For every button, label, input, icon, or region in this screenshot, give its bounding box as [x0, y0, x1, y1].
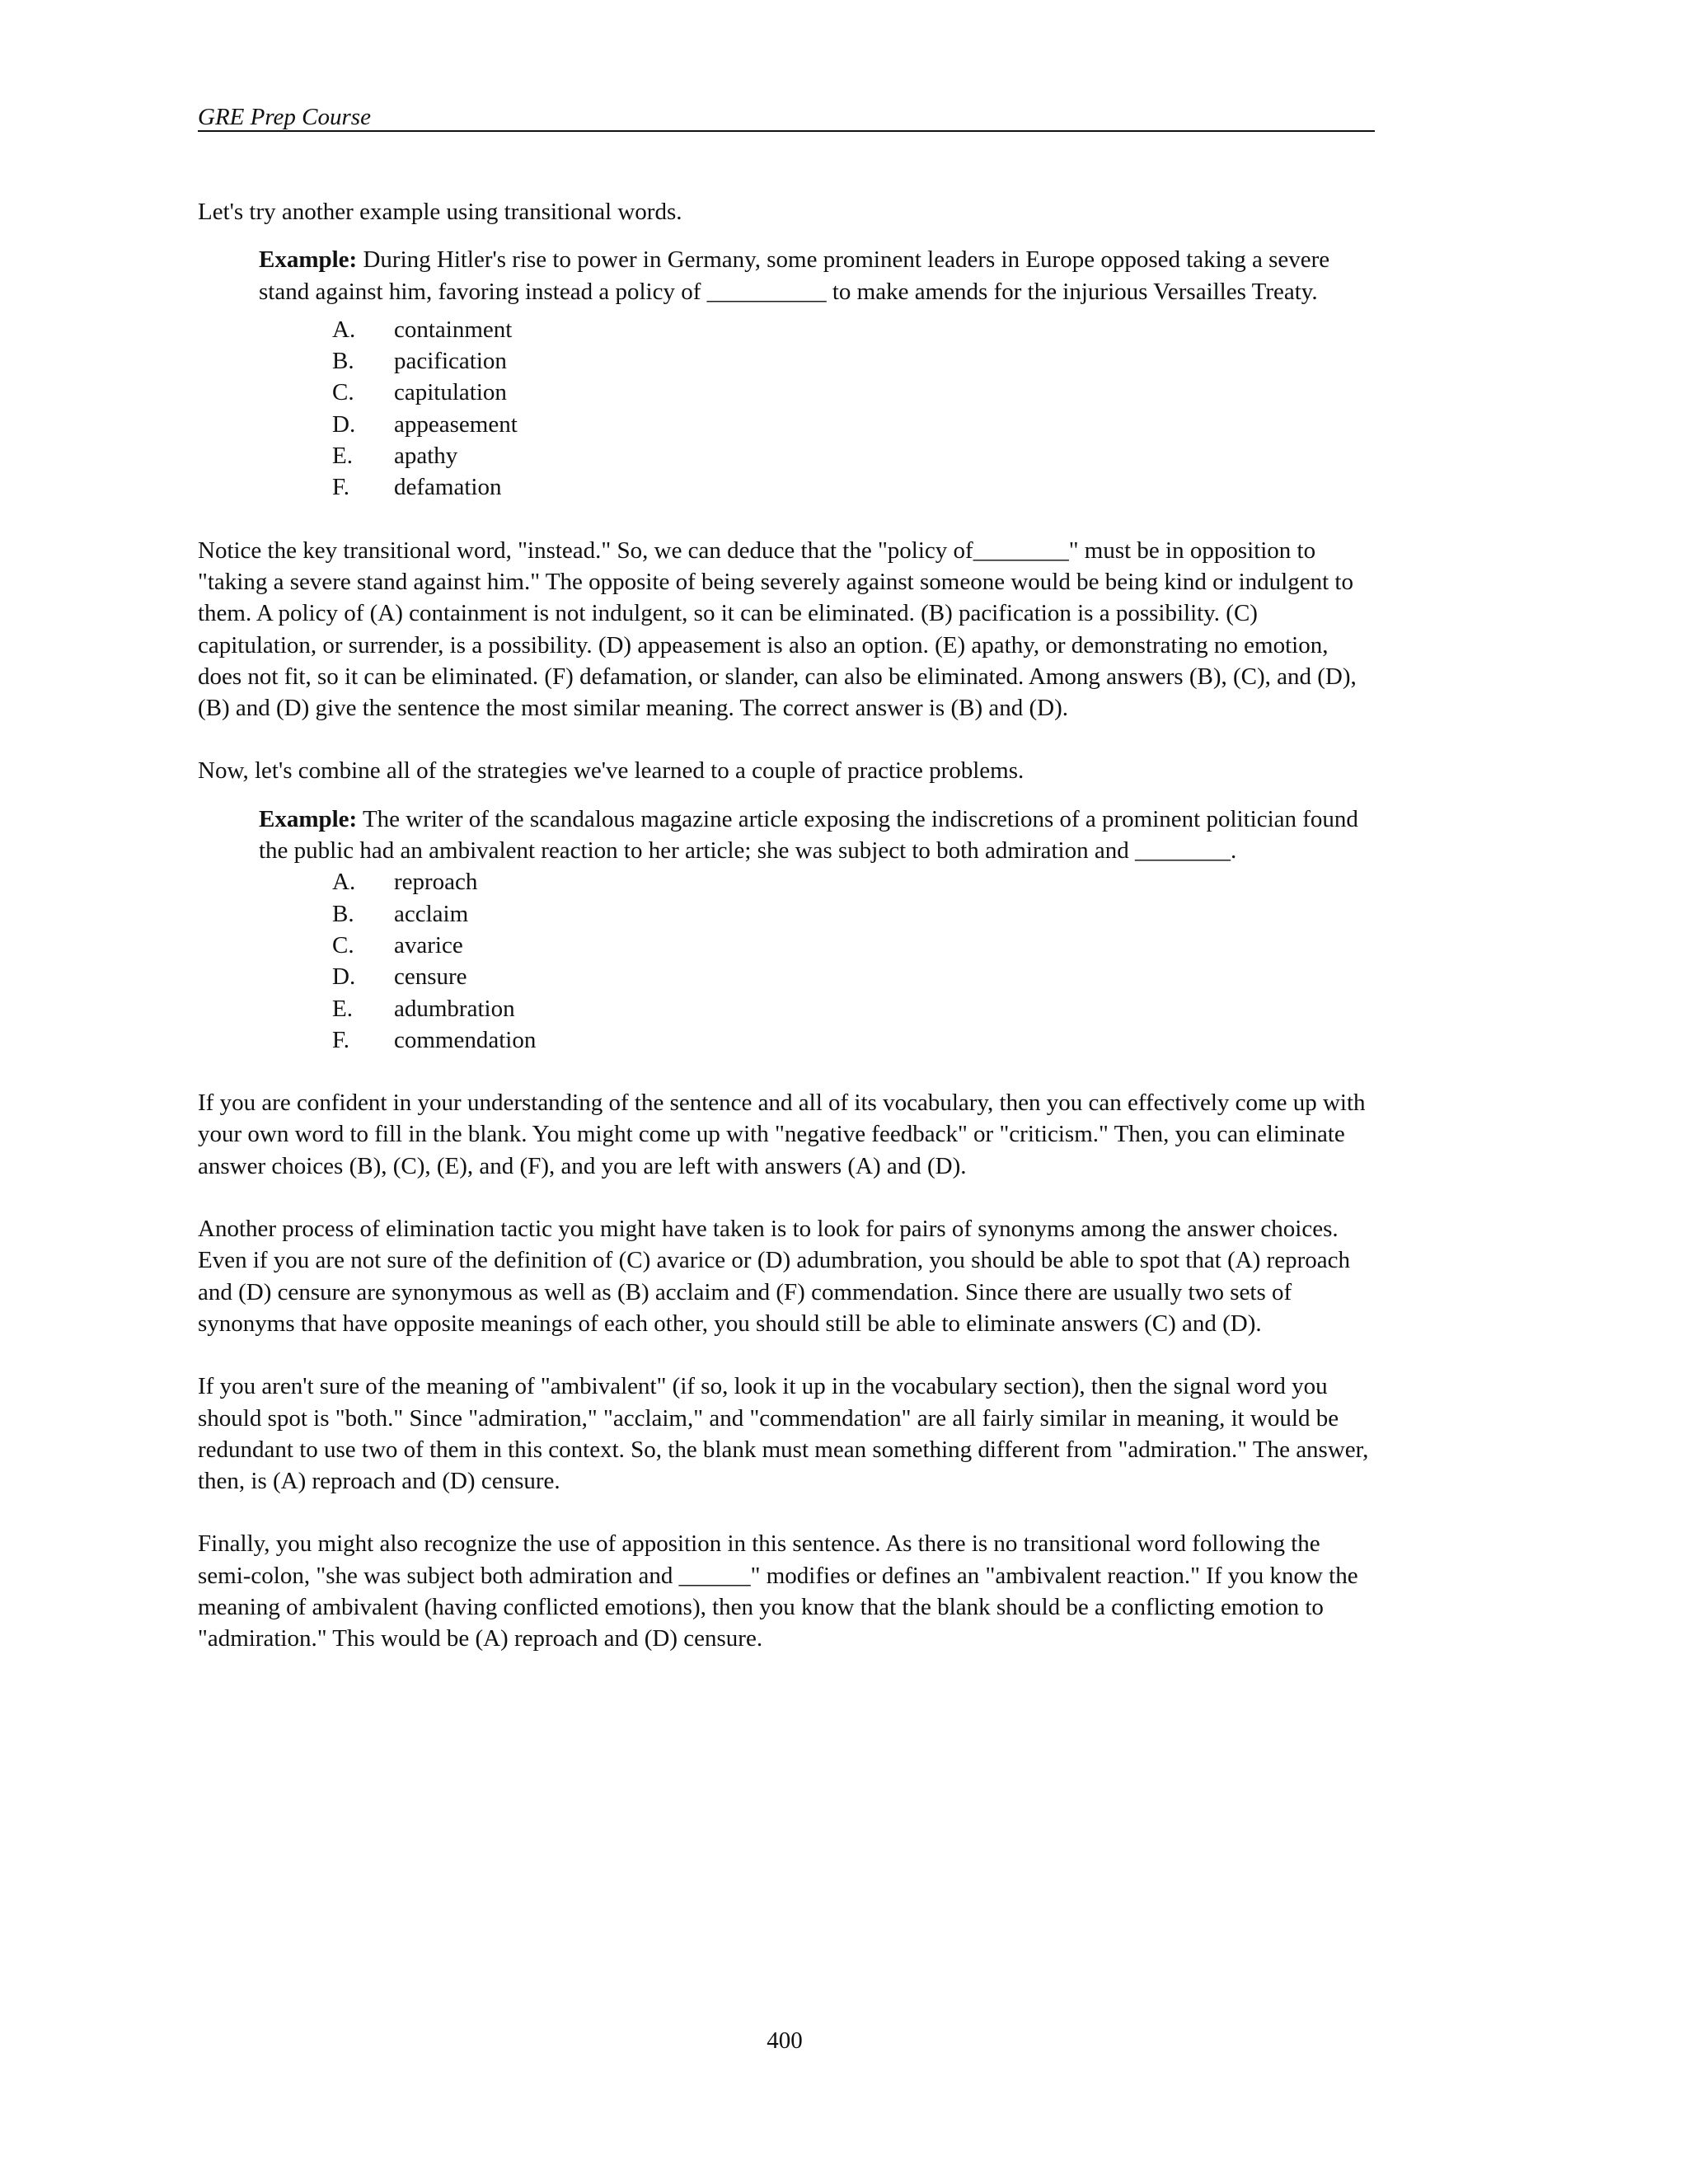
- choice-item: [332, 961, 1376, 992]
- choice-text: censure: [394, 963, 467, 991]
- running-header: [198, 97, 1375, 132]
- choice-text: appeasement: [394, 410, 518, 438]
- example-2-question: [259, 804, 1376, 867]
- choice-item: [332, 314, 1376, 345]
- example-2-label: Example:: [259, 805, 358, 832]
- choice-letter: E.: [332, 995, 353, 1022]
- explanation-2-paragraph-2: Another process of elimination tactic you might have taken is to look for pairs of synonyms among the answer choices. Even if you are not sure of the definition of (C) avarice or (D) adumbration, you should be able to spot that (A) reproach and (D) censure are synonymous as well as (B) acclaim and (F) commendation. Since there are usually two sets of synonyms that have opposite meanings of each other, you should still be able to eliminate answers (C) and (D).: [198, 1216, 1351, 1337]
- page-number: 400: [767, 2027, 803, 2054]
- choice-item: [332, 409, 1376, 440]
- choice-item: [332, 930, 1376, 961]
- explanation-2-paragraph-3: If you aren't sure of the meaning of "ambivalent" (if so, look it up in the vocabulary section), then the signal word you should spot is "both." Since "admiration," "acclaim," and "commendation" are all fairly similar in meaning, it would be redundant to use two of them in this context. So, the blank must mean something different from "admiration." The answer, then, is (A) reproach and (D) censure.: [198, 1373, 1369, 1495]
- choice-letter: F.: [332, 474, 350, 501]
- choice-item: [332, 866, 1376, 898]
- choice-text: defamation: [394, 474, 502, 501]
- example-1-choices: [332, 314, 1376, 504]
- choice-text: containment: [394, 316, 513, 343]
- transition-paragraph: Now, let's combine all of the strategies we've learned to a couple of practice problems.: [198, 757, 1025, 785]
- header-title: GRE Prep Course: [198, 104, 371, 130]
- choice-letter: E.: [332, 443, 353, 470]
- example-2-choices: [332, 866, 1376, 1056]
- choice-text: pacification: [394, 348, 507, 375]
- choice-letter: C.: [332, 379, 354, 406]
- intro-paragraph: Let's try another example using transitional words.: [198, 199, 682, 225]
- choice-letter: B.: [332, 900, 354, 927]
- choice-item: [332, 377, 1376, 408]
- choice-text: adumbration: [394, 995, 515, 1022]
- example-1-question: [259, 244, 1376, 307]
- choice-text: reproach: [394, 869, 478, 896]
- choice-letter: B.: [332, 348, 354, 375]
- choice-text: acclaim: [394, 900, 469, 927]
- example-2-text: The writer of the scandalous magazine article exposing the indiscretions of a prominent politician found the public had an ambivalent reaction to her article; she was subject to both admiration and ________.: [259, 805, 1358, 865]
- choice-letter: D.: [332, 963, 356, 991]
- explanation-1-paragraph: Notice the key transitional word, "instead." So, we can deduce that the "policy of________" must be in opposition to "taking a severe stand against him." The opposite of being severely against someone would be being kind or indulgent to them. A policy of (A) containment is not indulgent, so it can be eliminated. (B) pacification is a possibility. (C) capitulation, or surrender, is a possibility. (D) appeasement is also an option. (E) apathy, or demonstrating no emotion, does not fit, so it can be eliminated. (F) defamation, or slander, can also be eliminated. Among answers (B), (C), and (D), (B) and (D) give the sentence the most similar meaning. The correct answer is (B) and (D).: [198, 537, 1357, 722]
- choice-item: [332, 993, 1376, 1024]
- choice-letter: C.: [332, 931, 354, 958]
- choice-item: [332, 440, 1376, 471]
- choice-item: [332, 898, 1376, 930]
- choice-item: [332, 345, 1376, 377]
- choice-letter: A.: [332, 316, 356, 343]
- choice-letter: F.: [332, 1026, 350, 1053]
- choice-text: avarice: [394, 931, 463, 958]
- example-1-text: During Hitler's rise to power in Germany, some prominent leaders in Europe opposed taking a severe stand against him, favoring instead a policy of __________ to make amends for the injurious Versailles Treaty.: [259, 246, 1330, 305]
- example-1-label: Example:: [259, 246, 358, 274]
- choice-text: capitulation: [394, 379, 507, 406]
- choice-letter: A.: [332, 869, 356, 896]
- explanation-2-paragraph-1: If you are confident in your understanding of the sentence and all of its vocabulary, then you can effectively come up with your own word to fill in the blank. You might come up with "negative feedback" or "criticism." Then, you can eliminate answer choices (B), (C), (E), and (F), and you are left with answers (A) and (D).: [198, 1090, 1366, 1179]
- explanation-2-paragraph-4: Finally, you might also recognize the use of apposition in this sentence. As there is no transitional word following the semi-colon, "she was subject both admiration and ______" modifies or defines an "ambivalent reaction." If you know the meaning of ambivalent (having conflicted emotions), then you know that the blank should be a conflicting emotion to "admiration." This would be (A) reproach and (D) censure.: [198, 1530, 1358, 1652]
- choice-text: apathy: [394, 443, 458, 470]
- choice-text: commendation: [394, 1026, 537, 1053]
- choice-item: [332, 471, 1376, 503]
- choice-item: [332, 1024, 1376, 1056]
- page-body: [198, 196, 1376, 1686]
- choice-letter: D.: [332, 410, 356, 438]
